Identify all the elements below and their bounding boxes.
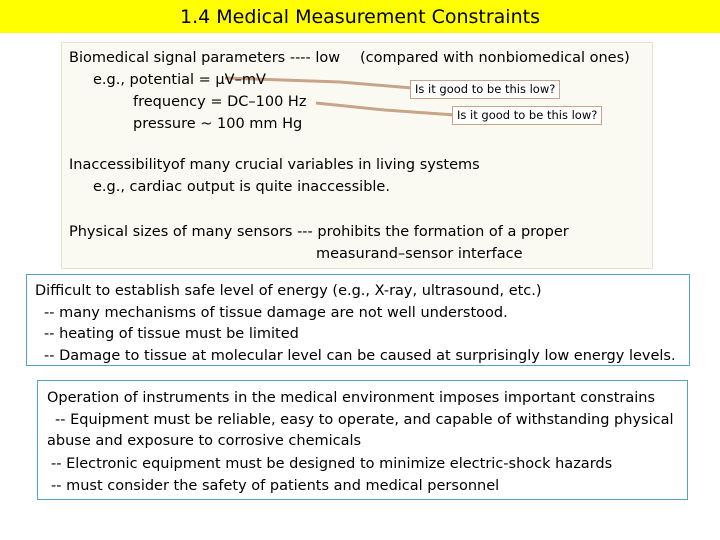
molecular-damage-line: -- Damage to tissue at molecular level can be caused at surprisingly low energy levels. [44, 348, 676, 364]
signal-params-comparison: (compared with nonbiomedical ones) [360, 50, 630, 66]
patient-safety-line: -- must consider the safety of patients and medical personnel [51, 478, 500, 494]
environment-heading: Operation of instruments in the medical environment imposes important constrains [47, 390, 656, 406]
cardiac-output-line: e.g., cardiac output is quite inaccessible. [93, 179, 390, 195]
title-bar [0, 0, 720, 33]
inaccessibility-line: Inaccessibilityof many crucial variables in living systems [69, 157, 480, 173]
pressure-line: pressure ~ 100 mm Hg [133, 116, 303, 132]
signal-params-line: Biomedical signal parameters ---- low [69, 50, 341, 66]
measurand-interface-line: measurand–sensor interface [316, 246, 523, 262]
sensor-size-line: Physical sizes of many sensors --- prohibits the formation of a proper [69, 224, 569, 240]
callout-tag-2: Is it good to be this low? [452, 106, 602, 125]
tissue-damage-line: -- many mechanisms of tissue damage are not well understood. [44, 305, 508, 321]
page-title: 1.4 Medical Measurement Constraints [180, 5, 540, 28]
electric-shock-line: -- Electronic equipment must be designed to minimize electric-shock hazards [51, 456, 613, 472]
abuse-exposure-line: abuse and exposure to corrosive chemicals [47, 433, 362, 449]
callout-tag-1: Is it good to be this low? [410, 80, 560, 99]
equipment-reliability-line: -- Equipment must be reliable, easy to operate, and capable of withstanding physical [55, 412, 674, 428]
potential-line: e.g., potential = µV–mV [93, 72, 266, 88]
energy-safety-heading: Difficult to establish safe level of energy (e.g., X-ray, ultrasound, etc.) [35, 283, 542, 299]
heating-line: -- heating of tissue must be limited [44, 326, 299, 342]
frequency-line: frequency = DC–100 Hz [133, 94, 307, 110]
